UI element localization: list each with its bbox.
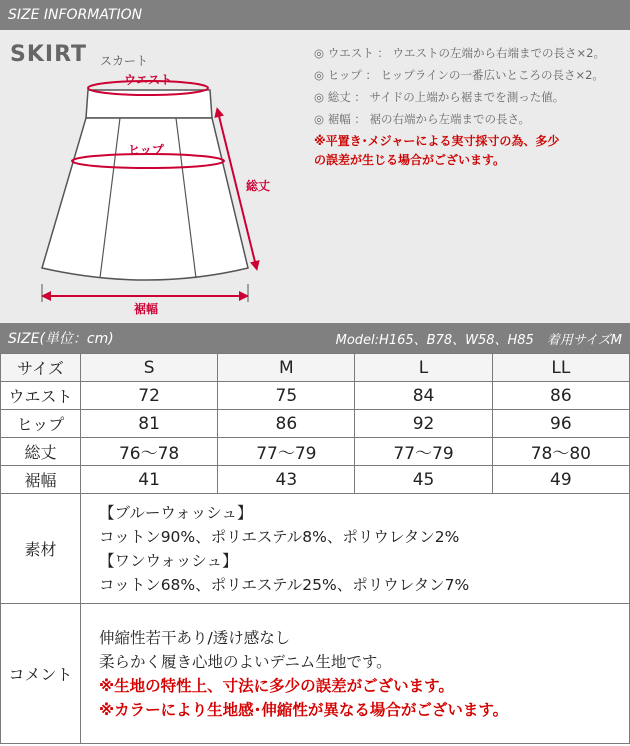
skirt-subtitle: スカート [100,54,149,68]
skirt-info-panel [0,30,630,323]
material-row [1,494,630,604]
label-hip: ヒップ [128,143,164,157]
note-hem: ◎ 裾幅 ： 裾の右端から左端までの長さ。 [314,112,531,126]
note-hip: ◎ ヒップ ： ヒップラインの一番広いところの長さ×2。 [314,68,604,82]
size-col-m: M [218,354,355,382]
table-header-row [1,354,630,382]
label-waist: ウエスト [123,73,173,87]
size-col-s: S [81,354,218,382]
comment-warning: ※生地の特性上、寸法に多少の誤差がございます。 [99,676,454,695]
size-col-ll: LL [492,354,629,382]
note-waist: ◎ ウエスト ： ウエストの左端から右端までの長さ×2。 [314,46,605,60]
skirt-title: SKIRT [10,42,88,67]
model-info: Model:H165、B78、W58、H85 着用サイズM [335,332,622,348]
material-details: 【ブルーウォッシュ】 コットン90%、ポリエステル8%、ポリウレタン2% 【ワンウォッシュ】 コットン68%、ポリエステル25%、ポリウレタン7% [81,494,630,604]
material-label: 素材 [1,494,81,604]
table-row: ウエスト 72 75 84 86 [1,382,630,410]
note-length: ◎ 総丈 ： サイドの上端から裾までを測った値。 [314,90,565,104]
skirt-diagram [0,30,310,323]
table-row: ヒップ 81 86 92 96 [1,410,630,438]
comment-label: コメント [1,604,81,744]
size-bar [0,323,630,353]
size-table [0,353,630,744]
size-col-l: L [355,354,492,382]
table-row: 裾幅 41 43 45 49 [1,466,630,494]
table-row: 総丈 76〜78 77〜79 77〜79 78〜80 [1,438,630,466]
size-information-header [0,0,630,30]
comment-row [1,604,630,744]
label-length: 総丈 [245,179,271,193]
label-hem: 裾幅 [133,302,159,316]
comment-details: 伸縮性若干あり/透け感なし 柔らかく履き心地のよいデニム生地です。 ※生地の特性上、寸法に多少の誤差がございます。 ※カラーにより生地感･伸縮性が異なる場合がございます。 [81,604,630,744]
header-title: SIZE INFORMATION [8,7,143,23]
size-unit-label: SIZE(単位：cm) [8,331,114,347]
header-label: サイズ [1,354,81,382]
measurement-warning: ※平置き･メジャーによる実寸採寸の為、多少 の誤差が生じる場合がございます。 [314,134,560,167]
measurement-notes [314,42,626,170]
comment-warning: ※カラーにより生地感･伸縮性が異なる場合がございます。 [99,700,509,719]
